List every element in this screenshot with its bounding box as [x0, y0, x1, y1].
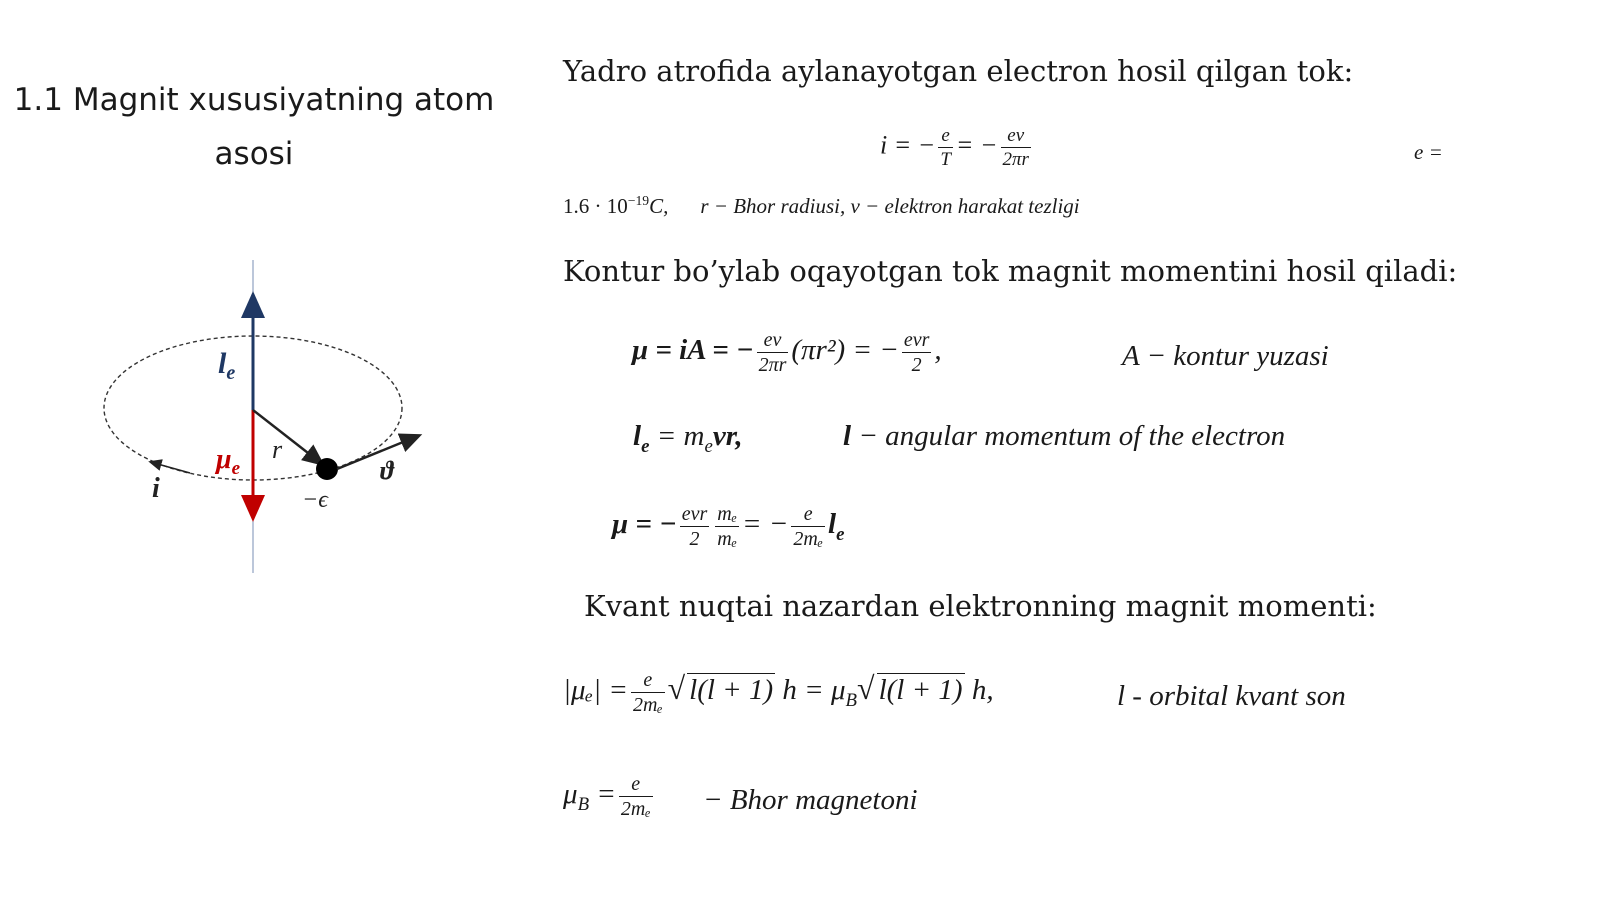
label-magnetic-moment: $\mu_e$ — [216, 444, 241, 479]
current-formula: i = − $\frac{e}{T}$ = − $\frac{ev}{2\pi r}$ — [880, 125, 1029, 170]
orbital-quantum-note: l - orbital kvant son — [1117, 680, 1346, 712]
contour-text: Kontur bo’ylab oqayotgan tok magnit momentini hosil qiladi: — [563, 254, 1458, 288]
label-charge: −ϵ — [302, 487, 328, 513]
bohr-magneton-formula: $\mu_B$ = $\frac{e}{\text{2mₑ}}$ — [563, 773, 651, 820]
velocity-arrow — [337, 438, 413, 469]
quantum-text: Kvant nuqtai nazardan elektronning magnit momenti: — [584, 589, 1377, 623]
angular-momentum-note: l − angular momentum of the electron — [843, 420, 1286, 452]
radius-arrow — [253, 410, 317, 460]
label-current: i — [152, 473, 160, 504]
moment-formula: μ = iA = − $\frac{ev}{2\pi r}$ (πr²) = − $\frac{\text{evr}}{2}$ , — [632, 329, 942, 376]
bohr-magneton-note: − Bhor magnetoni — [703, 784, 918, 816]
contour-area-note: A − kontur yuzasi — [1122, 340, 1329, 372]
electron-dot — [316, 458, 338, 480]
title-line-2: asosi — [214, 136, 294, 172]
angular-momentum-formula: $l_e = m_evr$, — [633, 420, 743, 457]
slide-title — [4, 82, 504, 172]
relation-formula: μ = − $\frac{\text{evr}}{2}$ $\frac{\text{mₑ}}{\text{mₑ}}$ = − $\frac{e}{\text{2mₑ}}$ $l_e$ — [612, 503, 845, 550]
orbit-diagram — [90, 255, 440, 585]
label-angular-momentum: $l_e$ — [218, 347, 236, 384]
title-line-1: 1.1 Magnit xususiyatning atom — [13, 82, 495, 118]
intro-text: Yadro atrofida aylanayotgan electron hosil qilgan tok: — [563, 54, 1354, 88]
constants-line: $1.6 \cdot 10^{-19}C$, r − Bhor radiusi, v − elektron harakat tezligi — [563, 193, 1080, 218]
charge-symbol: e = — [1414, 140, 1443, 164]
label-velocity: ϑ — [380, 456, 394, 485]
current-arrow — [154, 463, 190, 473]
label-radius: r — [272, 435, 283, 464]
quantized-moment-formula: |μₑ| = $\frac{e}{\text{2mₑ}}$ √ l(l + 1) $h = \mu_B√$ l(l + 1) h, — [563, 669, 994, 716]
